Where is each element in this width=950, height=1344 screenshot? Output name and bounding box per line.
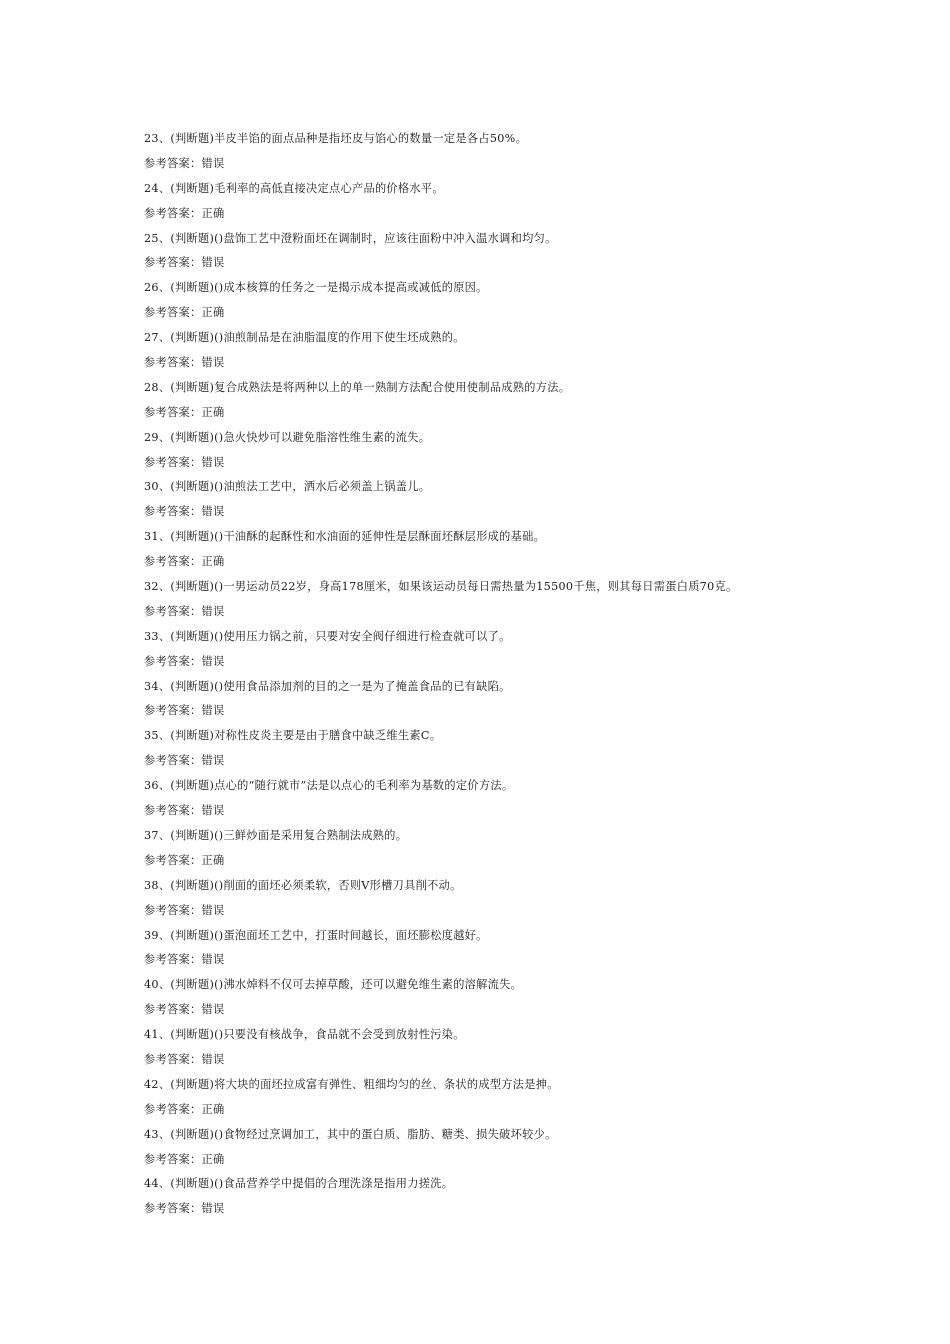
answer-value: 错误 bbox=[201, 1052, 225, 1066]
answer-line bbox=[144, 600, 934, 625]
question-text: 37、(判断题)()三鲜炒面是采用复合熟制法成熟的。 bbox=[144, 828, 408, 842]
answer-value: 错误 bbox=[201, 903, 225, 917]
answer-line bbox=[144, 202, 934, 227]
answer-prefix: 参考答案： bbox=[144, 654, 202, 668]
question-item bbox=[144, 376, 934, 426]
answer-line bbox=[144, 500, 934, 525]
answer-value: 正确 bbox=[201, 405, 225, 419]
question-item bbox=[144, 973, 934, 1023]
question-item bbox=[144, 127, 934, 177]
answer-prefix: 参考答案： bbox=[144, 156, 202, 170]
answer-value: 错误 bbox=[201, 256, 225, 270]
answer-line bbox=[144, 251, 934, 276]
question-item bbox=[144, 924, 934, 974]
answer-line bbox=[144, 401, 934, 426]
question-text: 41、(判断题)()只要没有核战争，食品就不会受到放射性污染。 bbox=[144, 1028, 465, 1042]
question-item bbox=[144, 326, 934, 376]
answer-prefix: 参考答案： bbox=[144, 953, 202, 967]
answer-prefix: 参考答案： bbox=[144, 903, 202, 917]
answer-line bbox=[144, 749, 934, 774]
answer-line bbox=[144, 699, 934, 724]
question-text: 23、(判断题)半皮半馅的面点品种是指坯皮与馅心的数量一定是各占50%。 bbox=[144, 132, 528, 145]
answer-prefix: 参考答案： bbox=[144, 804, 202, 818]
question-text: 43、(判断题)()食物经过烹调加工，其中的蛋白质、脂肪、糖类、损失破坏较少。 bbox=[144, 1127, 557, 1141]
question-text: 31、(判断题)()干油酥的起酥性和水油面的延伸性是层酥面坯酥层形成的基础。 bbox=[144, 530, 546, 544]
answer-prefix: 参考答案： bbox=[144, 1003, 202, 1017]
question-text: 39、(判断题)()蛋泡面坯工艺中，打蛋时间越长，面坯膨松度越好。 bbox=[144, 928, 488, 942]
answer-prefix: 参考答案： bbox=[144, 455, 202, 469]
question-item bbox=[144, 724, 934, 774]
question-item bbox=[144, 575, 934, 625]
answer-line bbox=[144, 1197, 934, 1222]
question-item bbox=[144, 774, 934, 824]
answer-prefix: 参考答案： bbox=[144, 604, 202, 618]
answer-prefix: 参考答案： bbox=[144, 505, 202, 519]
answer-prefix: 参考答案： bbox=[144, 1052, 202, 1066]
question-item bbox=[144, 1073, 934, 1123]
question-text: 44、(判断题)()食品营养学中提倡的合理洗涤是指用力搓洗。 bbox=[144, 1177, 454, 1191]
answer-line bbox=[144, 849, 934, 874]
answer-prefix: 参考答案： bbox=[144, 306, 202, 320]
answer-value: 错误 bbox=[201, 704, 225, 718]
answer-line bbox=[144, 998, 934, 1023]
answer-line bbox=[144, 1148, 934, 1173]
question-text: 42、(判断题)将大块的面坯拉成富有弹性、粗细均匀的丝、条状的成型方法是抻。 bbox=[144, 1077, 559, 1091]
question-item bbox=[144, 525, 934, 575]
answer-value: 正确 bbox=[201, 1102, 225, 1116]
question-text: 27、(判断题)()油煎制品是在油脂温度的作用下使生坯成熟的。 bbox=[144, 331, 465, 345]
answer-value: 错误 bbox=[201, 604, 225, 618]
answer-line bbox=[144, 650, 934, 675]
answer-value: 错误 bbox=[201, 356, 225, 370]
answer-prefix: 参考答案： bbox=[144, 704, 202, 718]
question-text: 38、(判断题)()削面的面坯必须柔软，否则V形槽刀具削不动。 bbox=[144, 878, 462, 892]
answer-line bbox=[144, 899, 934, 924]
question-text: 28、(判断题)复合成熟法是将两种以上的单一熟制方法配合使用使制品成熟的方法。 bbox=[144, 380, 571, 394]
answer-prefix: 参考答案： bbox=[144, 206, 202, 220]
question-text: 32、(判断题)()一男运动员22岁，身高178厘米，如果该运动员每日需热量为15500千焦，则其每日需蛋白质70克。 bbox=[144, 580, 738, 594]
answer-line bbox=[144, 1048, 934, 1073]
question-text: 33、(判断题)()使用压力锅之前，只要对安全阀仔细进行检查就可以了。 bbox=[144, 629, 511, 643]
answer-line bbox=[144, 799, 934, 824]
answer-value: 正确 bbox=[201, 206, 225, 220]
answer-line bbox=[144, 451, 934, 476]
answer-prefix: 参考答案： bbox=[144, 1202, 202, 1216]
question-item bbox=[144, 426, 934, 476]
answer-value: 错误 bbox=[201, 804, 225, 818]
question-item bbox=[144, 1123, 934, 1173]
answer-line bbox=[144, 948, 934, 973]
answer-line bbox=[144, 301, 934, 326]
answer-value: 错误 bbox=[201, 455, 225, 469]
answer-prefix: 参考答案： bbox=[144, 555, 202, 569]
answer-value: 错误 bbox=[201, 654, 225, 668]
answer-value: 错误 bbox=[201, 754, 225, 768]
answer-value: 错误 bbox=[201, 156, 225, 170]
answer-value: 错误 bbox=[201, 505, 225, 519]
question-text: 29、(判断题)()急火快炒可以避免脂溶性维生素的流失。 bbox=[144, 430, 431, 444]
question-list bbox=[144, 127, 934, 1222]
answer-prefix: 参考答案： bbox=[144, 754, 202, 768]
answer-prefix: 参考答案： bbox=[144, 356, 202, 370]
answer-prefix: 参考答案： bbox=[144, 256, 202, 270]
question-text: 36、(判断题)点心的“随行就市”法是以点心的毛利率为基数的定价方法。 bbox=[144, 779, 514, 793]
answer-value: 错误 bbox=[201, 953, 225, 967]
answer-prefix: 参考答案： bbox=[144, 405, 202, 419]
question-item bbox=[144, 475, 934, 525]
answer-value: 正确 bbox=[201, 555, 225, 569]
question-item bbox=[144, 675, 934, 725]
answer-value: 错误 bbox=[201, 1202, 225, 1216]
question-item bbox=[144, 1023, 934, 1073]
question-item bbox=[144, 824, 934, 874]
question-text: 25、(判断题)()盘饰工艺中澄粉面坯在调制时，应该往面粉中冲入温水调和均匀。 bbox=[144, 231, 557, 245]
answer-value: 错误 bbox=[201, 1003, 225, 1017]
question-text: 40、(判断题)()沸水焯料不仅可去掉草酸，还可以避免维生素的溶解流失。 bbox=[144, 978, 523, 992]
question-text: 34、(判断题)()使用食品添加剂的目的之一是为了掩盖食品的已有缺陷。 bbox=[144, 679, 511, 693]
question-item bbox=[144, 874, 934, 924]
question-item bbox=[144, 276, 934, 326]
question-item bbox=[144, 227, 934, 277]
answer-line bbox=[144, 550, 934, 575]
question-text: 24、(判断题)毛利率的高低直接决定点心产品的价格水平。 bbox=[144, 181, 444, 195]
answer-line bbox=[144, 1098, 934, 1123]
answer-prefix: 参考答案： bbox=[144, 1102, 202, 1116]
answer-line bbox=[144, 152, 934, 177]
answer-prefix: 参考答案： bbox=[144, 1152, 202, 1166]
answer-value: 正确 bbox=[201, 853, 225, 867]
question-text: 26、(判断题)()成本核算的任务之一是揭示成本提高或减低的原因。 bbox=[144, 281, 488, 295]
answer-value: 正确 bbox=[201, 306, 225, 320]
question-text: 35、(判断题)对称性皮炎主要是由于膳食中缺乏维生素C。 bbox=[144, 729, 442, 743]
answer-line bbox=[144, 351, 934, 376]
question-text: 30、(判断题)()油煎法工艺中，洒水后必须盖上锅盖儿。 bbox=[144, 480, 431, 494]
answer-value: 正确 bbox=[201, 1152, 225, 1166]
question-item bbox=[144, 177, 934, 227]
question-item bbox=[144, 625, 934, 675]
question-item bbox=[144, 1172, 934, 1222]
answer-prefix: 参考答案： bbox=[144, 853, 202, 867]
